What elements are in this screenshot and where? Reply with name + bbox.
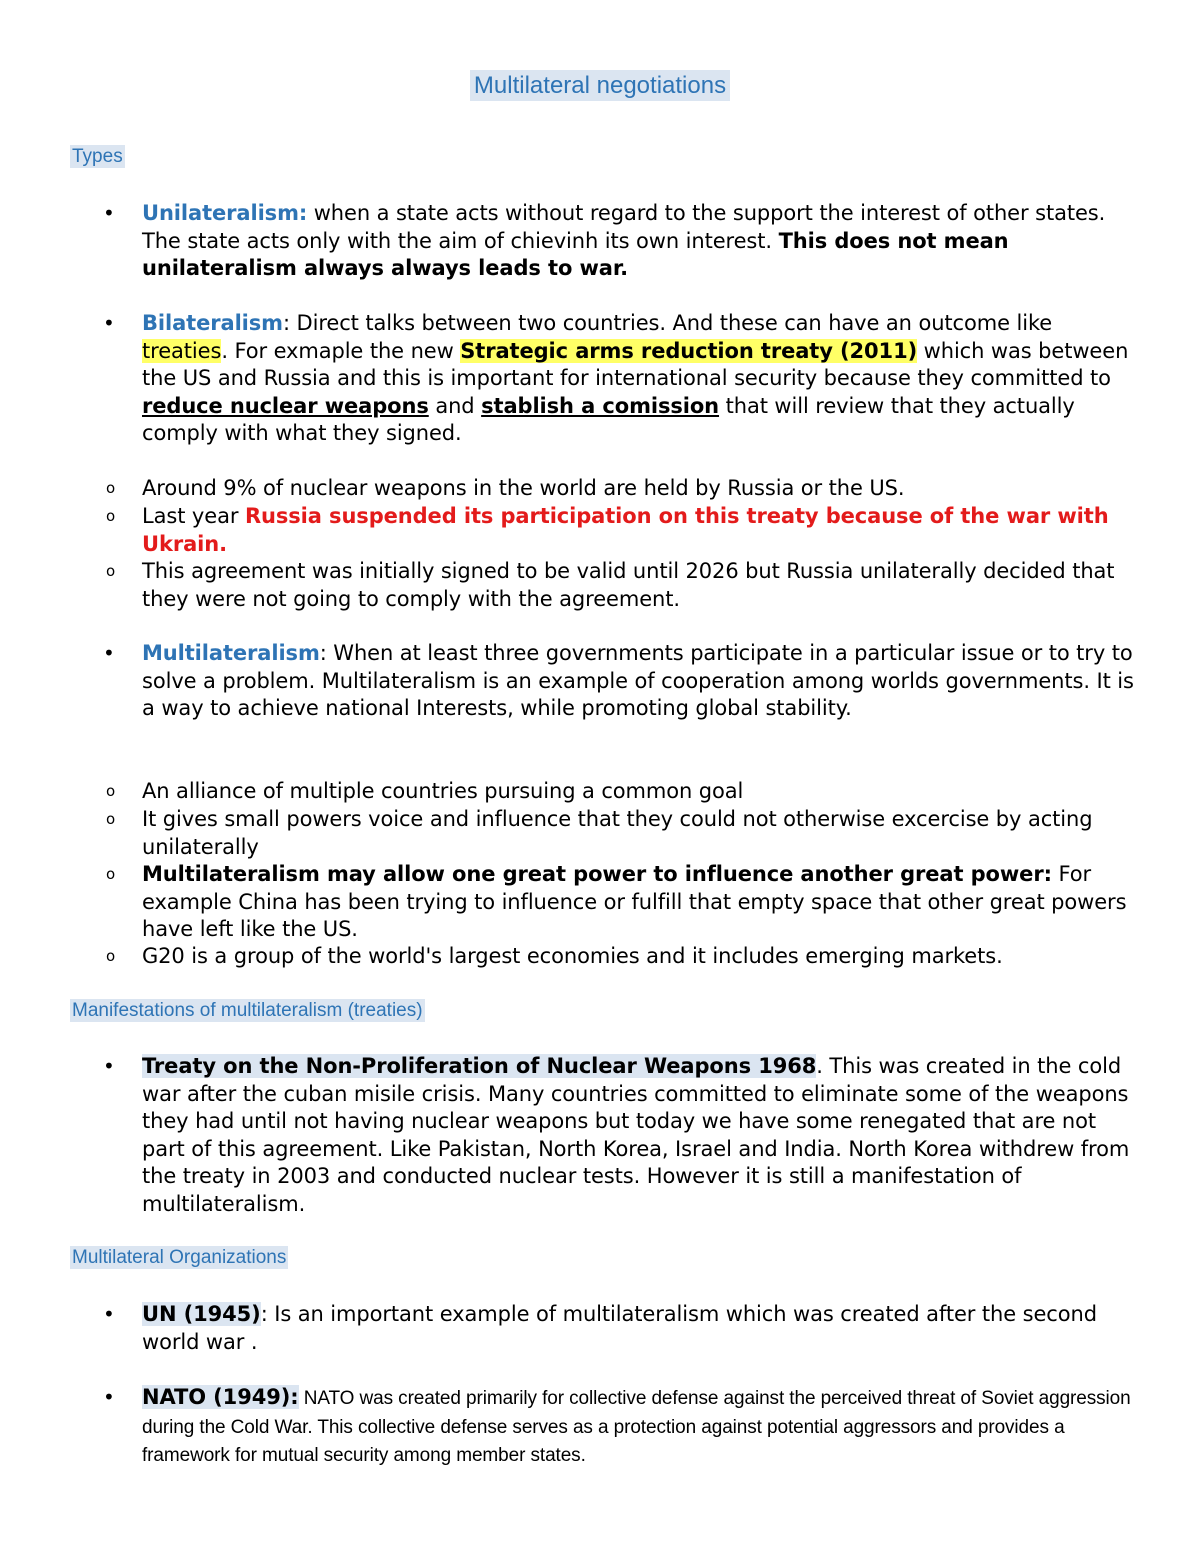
bullet-nato: • NATO (1949): NATO was created primarily for collective defense against the perceived threat of Soviet aggression during the Cold War. This collective defense serves as a protection against potential aggressors and provides a framework for mutual security among member states. (103, 1385, 1131, 1466)
bullet-circle: o (106, 810, 116, 828)
bullet-dot: • (103, 1385, 115, 1409)
heading-organizations: Multilateral Organizations (72, 1247, 287, 1268)
bullet-un: • UN (1945): Is an important example of multilateralism which was created after the second world war . (103, 1302, 1097, 1354)
bullet-dot: • (103, 201, 115, 225)
bullet-bilateralism: • Bilateralism: Direct talks between two countries. And these can have an outcome like treaties. For exmaple the new Strategic arms reduction treaty (2011) which was between the US and Russia and this is important for international security because they committed to reduce nuclear weapons and stablish a comission that will review that they actually comply with what they signed. (103, 311, 1129, 445)
bullet-multilateralism: • Multilateralism: When at least three governments participate in a particular issue or to try to solve a problem. Multilateralism is an example of cooperation among worlds governments. It is a way to achieve national Interests, while promoting global stability. (103, 641, 1134, 720)
bullet-circle: o (106, 562, 116, 580)
bullet-circle: o (106, 507, 116, 525)
bullet-dot: • (103, 1302, 115, 1326)
bullet-dot: • (103, 1054, 115, 1078)
sub-item-russia-suspended: o Last year Russia suspended its participation on this treaty because of the war with Ukrain. (106, 504, 1109, 556)
bullet-circle: o (106, 865, 116, 883)
document-title: Multilateral negotiations (0, 72, 1200, 100)
bullet-npt: • Treaty on the Non-Proliferation of Nuclear Weapons 1968. This was created in the cold war after the cuban misile crisis. Many countries committed to eliminate some of the weapons they had until not having nuclear weapons but today we have some renegated that are not part of this agreement. Like Pakistan, North Korea, Israel and India. North Korea withdrew from the treaty in 2003 and conducted nuclear tests. However it is still a manifestation of multilateralism. (103, 1054, 1130, 1216)
bullet-dot: • (103, 641, 115, 665)
bullet-circle: o (106, 782, 116, 800)
bullet-circle: o (106, 479, 116, 497)
sub-item-small-powers: o It gives small powers voice and influence that they could not otherwise excercise by acting unilaterally (106, 807, 1093, 859)
sub-item-great-power: o Multilateralism may allow one great power to influence another great power: For example China has been trying to influence or fulfill that empty space that other great powers have left like the US. (106, 862, 1127, 941)
heading-manifestations: Manifestations of multilateralism (treaties) (72, 1000, 423, 1021)
sub-item-alliance: o An alliance of multiple countries pursuing a common goal (142, 778, 1142, 806)
sub-item-g20: o G20 is a group of the world's largest economies and it includes emerging markets. (142, 943, 1142, 971)
heading-types: Types (72, 146, 123, 167)
bullet-dot: • (103, 311, 115, 335)
bullet-unilateralism: • Unilateralism: when a state acts without regard to the support the interest of other states. The state acts only with the aim of chievinh its own interest. This does not mean unilateralism always always leads to war. (103, 201, 1106, 280)
sub-item-nuclear-share: o Around 9% of nuclear weapons in the world are held by Russia or the US. (142, 475, 1142, 503)
bullet-circle: o (106, 947, 116, 965)
sub-item-agreement-2026: o This agreement was initially signed to be valid until 2026 but Russia unilaterally decided that they were not going to comply with the agreement. (106, 559, 1115, 611)
